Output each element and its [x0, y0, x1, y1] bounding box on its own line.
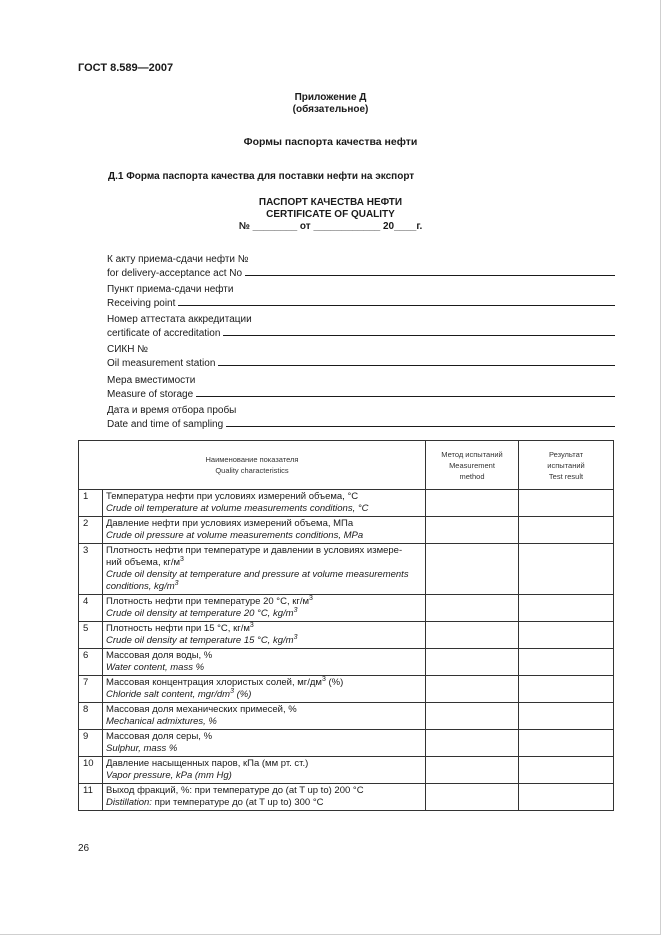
field-label-ru: Пункт приема-сдачи нефти — [107, 284, 234, 295]
row-characteristic: Массовая концентрация хлористых солей, $мг/дм^3$ (%) Chloride salt content, mgr/$dm^3$ (%) — [103, 676, 426, 703]
row-characteristic: Массовая доля серы, % Sulphur, mass % — [103, 730, 426, 757]
document-code: ГОСТ 8.589—2007 — [78, 62, 174, 74]
table-row — [79, 517, 614, 544]
row-number: 11 — [79, 784, 103, 811]
field-label-ru: Дата и время отбора пробы — [107, 405, 237, 416]
fill-line[interactable] — [226, 417, 615, 427]
result-cell[interactable] — [519, 649, 614, 676]
row-number: 7 — [79, 676, 103, 703]
row-number: 9 — [79, 730, 103, 757]
method-cell[interactable] — [426, 730, 519, 757]
row-characteristic: Давление насыщенных паров, кПа (мм рт. ст.) Vapor pressure, kPa (mm Hg) — [103, 757, 426, 784]
certificate-title-ru: ПАСПОРТ КАЧЕСТВА НЕФТИ — [258, 197, 403, 208]
fill-line[interactable] — [178, 296, 615, 306]
appendix-title: Приложение Д — [294, 92, 367, 103]
row-characteristic: Массовая доля воды, % Water content, mass % — [103, 649, 426, 676]
fill-line[interactable] — [196, 387, 615, 397]
field-receiving-point — [107, 284, 615, 310]
row-characteristic: Выход фракций, %: при температуре до (at T up to) 200 °С Distillation: при температуре до (at T up to) 300 °С — [103, 784, 426, 811]
method-cell[interactable] — [426, 784, 519, 811]
fill-line[interactable] — [223, 326, 615, 336]
field-label-en: Oil measurement station — [107, 358, 216, 369]
method-cell[interactable] — [426, 517, 519, 544]
certificate-number-line: № ________ от ____________ 20____г. — [238, 221, 423, 232]
table-header-row — [79, 441, 614, 490]
result-cell[interactable] — [519, 622, 614, 649]
row-number: 1 — [79, 490, 103, 517]
field-label-ru: СИКН № — [107, 344, 148, 355]
table-row — [79, 595, 614, 622]
method-cell[interactable] — [426, 622, 519, 649]
row-number: 5 — [79, 622, 103, 649]
certificate-title-en: CERTIFICATE OF QUALITY — [266, 209, 395, 220]
result-cell[interactable] — [519, 730, 614, 757]
row-characteristic: Массовая доля механических примесей, % Mechanical admixtures, % — [103, 703, 426, 730]
result-cell[interactable] — [519, 544, 614, 595]
header-test-result: Результат испытаний Test result — [519, 441, 614, 490]
result-cell[interactable] — [519, 676, 614, 703]
field-label-ru: К акту приема-сдачи нефти № — [107, 254, 249, 265]
row-number: 6 — [79, 649, 103, 676]
row-characteristic: Температура нефти при условиях измерений объема, °С Crude oil temperature at volume measurements conditions, °C — [103, 490, 426, 517]
field-label-ru: Мера вместимости — [107, 375, 196, 386]
result-cell[interactable] — [519, 490, 614, 517]
row-number: 10 — [79, 757, 103, 784]
result-cell[interactable] — [519, 784, 614, 811]
row-characteristic: Плотность нефти при 15 °С, $кг/м^3$ Crude oil density at temperature 15 °C, $kg/m^3$ — [103, 622, 426, 649]
table-row — [79, 730, 614, 757]
fill-line[interactable] — [245, 266, 615, 276]
row-characteristic: Плотность нефти при температуре и давлении в условиях измере- ний объема, $кг/м^3$ Crude oil density at temperature and pressure at volume measurements conditions, $kg/m^3$ — [103, 544, 426, 595]
field-measurement-station — [107, 344, 615, 370]
table-row — [79, 649, 614, 676]
section-title: Д.1 Форма паспорта качества для поставки нефти на экспорт — [108, 171, 415, 182]
appendix-note: (обязательное) — [292, 104, 369, 115]
method-cell[interactable] — [426, 676, 519, 703]
field-measure-of-storage — [107, 375, 615, 401]
method-cell[interactable] — [426, 703, 519, 730]
field-label-en: Date and time of sampling — [107, 419, 224, 430]
header-measurement-method: Метод испытаний Measurement method — [426, 441, 519, 490]
table-row — [79, 544, 614, 595]
field-label-en: certificate of accreditation — [107, 328, 221, 339]
table-row — [79, 490, 614, 517]
row-number: 8 — [79, 703, 103, 730]
quality-table — [78, 440, 614, 811]
header-quality-characteristics: Наименование показателя Quality characteristics — [79, 441, 426, 490]
method-cell[interactable] — [426, 649, 519, 676]
table-row — [79, 676, 614, 703]
row-number: 3 — [79, 544, 103, 595]
result-cell[interactable] — [519, 595, 614, 622]
method-cell[interactable] — [426, 595, 519, 622]
table-row — [79, 703, 614, 730]
row-characteristic: Плотность нефти при температуре 20 °С, $кг/м^3$ Crude oil density at temperature 20 °C, $kg/m^3$ — [103, 595, 426, 622]
field-label-en: Measure of storage — [107, 389, 194, 400]
page-number: 26 — [78, 843, 90, 854]
method-cell[interactable] — [426, 757, 519, 784]
row-number: 4 — [79, 595, 103, 622]
field-delivery-act — [107, 254, 615, 280]
result-cell[interactable] — [519, 517, 614, 544]
field-label-en: Receiving point — [107, 298, 176, 309]
result-cell[interactable] — [519, 757, 614, 784]
field-label-en: for delivery-acceptance act No — [107, 268, 243, 279]
method-cell[interactable] — [426, 490, 519, 517]
method-cell[interactable] — [426, 544, 519, 595]
field-accreditation — [107, 314, 615, 340]
forms-title: Формы паспорта качества нефти — [243, 136, 418, 148]
row-number: 2 — [79, 517, 103, 544]
table-row — [79, 784, 614, 811]
fill-line[interactable] — [218, 356, 615, 366]
table-row — [79, 757, 614, 784]
table-row — [79, 622, 614, 649]
field-label-ru: Номер аттестата аккредитации — [107, 314, 252, 325]
field-sampling-date — [107, 405, 615, 431]
row-characteristic: Давление нефти при условиях измерений объема, МПа Crude oil pressure at volume measurements conditions, MPa — [103, 517, 426, 544]
result-cell[interactable] — [519, 703, 614, 730]
